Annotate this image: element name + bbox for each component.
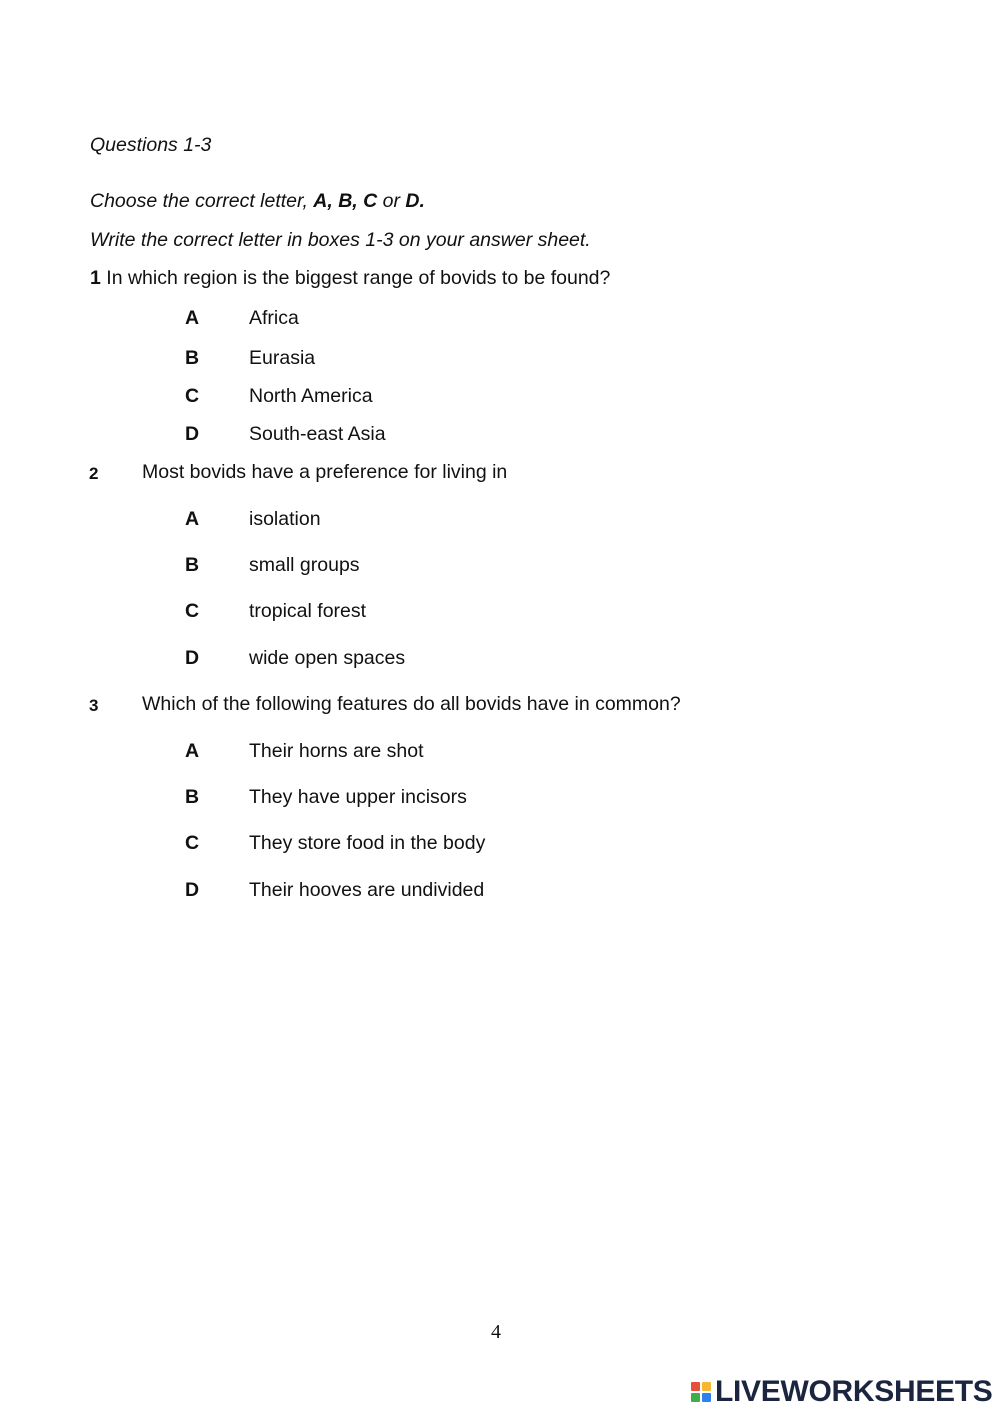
logo-square-red — [691, 1382, 700, 1391]
q3-option-b-text: They have upper incisors — [249, 786, 467, 808]
question-2-text: Most bovids have a preference for living in — [142, 461, 508, 483]
question-1 — [90, 267, 610, 290]
q2-option-b-text: small groups — [249, 554, 360, 576]
liveworksheets-logo-text: LIVEWORKSHEETS — [715, 1375, 993, 1408]
liveworksheets-logo — [691, 1375, 993, 1409]
q3-option-a-text: Their horns are shot — [249, 740, 424, 762]
logo-square-yellow — [702, 1382, 711, 1391]
q1-option-a-letter: A — [185, 307, 200, 329]
liveworksheets-logo-icon — [691, 1382, 711, 1402]
q1-option-d-letter: D — [185, 423, 200, 445]
question-3-text: Which of the following features do all bovids have in common? — [142, 693, 681, 715]
question-2-number: 2 — [89, 464, 99, 483]
q2-option-d-text: wide open spaces — [249, 647, 406, 669]
instruction-choose-prefix: Choose the correct letter, — [90, 190, 314, 212]
q3-option-c-letter: C — [185, 832, 200, 854]
q3-option-a-letter: A — [185, 740, 200, 762]
q1-option-a-text: Africa — [249, 307, 299, 329]
logo-square-blue — [702, 1393, 711, 1402]
instruction-choose-or: or — [377, 190, 406, 212]
q2-option-a-letter: A — [185, 508, 200, 530]
instruction-choose-letters: A, B, C — [313, 190, 378, 212]
instruction-choose — [90, 190, 425, 213]
instruction-write: Write the correct letter in boxes 1-3 on your answer sheet. — [90, 229, 591, 251]
q3-option-d-text: Their hooves are undivided — [249, 879, 485, 901]
q2-option-a-text: isolation — [249, 508, 321, 530]
q1-option-c-letter: C — [185, 385, 200, 407]
question-3-number: 3 — [89, 696, 99, 715]
q3-option-c-text: They store food in the body — [249, 832, 486, 854]
q2-option-d-letter: D — [185, 647, 200, 669]
questions-heading: Questions 1-3 — [90, 134, 212, 156]
q3-option-d-letter: D — [185, 879, 200, 901]
q1-option-b-letter: B — [185, 347, 200, 369]
q2-option-c-letter: C — [185, 600, 200, 622]
q1-option-b-text: Eurasia — [249, 347, 316, 369]
logo-square-green — [691, 1393, 700, 1402]
q1-option-c-text: North America — [249, 385, 373, 407]
page-number: 4 — [491, 1321, 501, 1343]
q2-option-b-letter: B — [185, 554, 200, 576]
question-1-number: 1 — [90, 267, 101, 289]
instruction-choose-last: D. — [405, 190, 425, 212]
q1-option-d-text: South-east Asia — [249, 423, 386, 445]
question-1-text: In which region is the biggest range of bovids to be found? — [106, 267, 611, 289]
q2-option-c-text: tropical forest — [249, 600, 367, 622]
q3-option-b-letter: B — [185, 786, 200, 808]
